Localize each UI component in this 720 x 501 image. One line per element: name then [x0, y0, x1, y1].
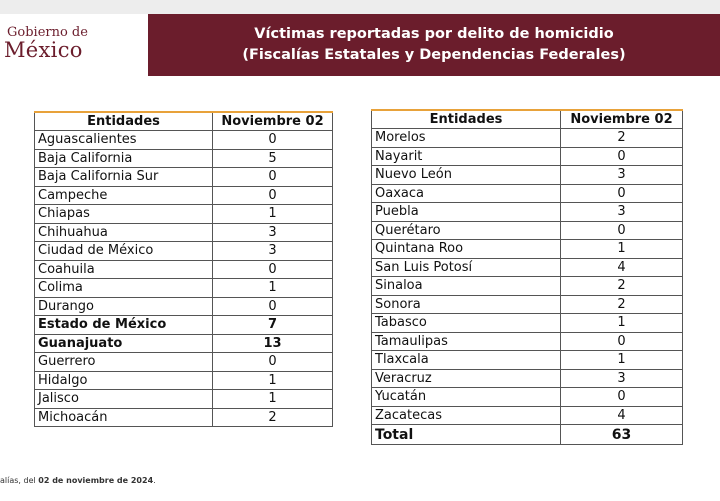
logo-top-text: Gobierno de: [7, 25, 88, 40]
table-left: [34, 111, 333, 427]
entity-name-cell: Puebla: [372, 203, 561, 222]
victim-count-cell: 3: [561, 166, 683, 185]
column-header-date: Noviembre 02: [213, 112, 333, 131]
government-logo: [0, 14, 148, 76]
entity-name-cell: Tabasco: [372, 314, 561, 333]
entity-name-cell: Coahuila: [35, 260, 213, 279]
footer-prefix: alías, del: [0, 476, 39, 485]
table-row: [35, 260, 333, 279]
table-row: [372, 388, 683, 407]
entity-name-cell: Morelos: [372, 129, 561, 148]
table-row: [35, 131, 333, 150]
table-row: [372, 314, 683, 333]
victim-count-cell: 4: [561, 406, 683, 425]
victim-count-cell: 3: [561, 369, 683, 388]
table-row: [372, 406, 683, 425]
table-row: [35, 186, 333, 205]
entity-name-cell: Tamaulipas: [372, 332, 561, 351]
victim-count-cell: 2: [561, 295, 683, 314]
victim-count-cell: 0: [213, 353, 333, 372]
logo-main-text: México: [4, 38, 83, 62]
table-row: [35, 316, 333, 335]
table-row: [372, 258, 683, 277]
entity-name-cell: Aguascalientes: [35, 131, 213, 150]
table-header-row: [372, 110, 683, 129]
entity-name-cell: Baja California: [35, 149, 213, 168]
page-header: [0, 14, 720, 76]
table-row: [372, 332, 683, 351]
victim-count-cell: 5: [213, 149, 333, 168]
table-row: [35, 297, 333, 316]
title-banner: [148, 14, 720, 76]
top-strip: [0, 0, 720, 14]
entity-name-cell: Estado de México: [35, 316, 213, 335]
table-row: [372, 221, 683, 240]
table-row: [35, 408, 333, 427]
victim-count-cell: 7: [213, 316, 333, 335]
entity-name-cell: Sonora: [372, 295, 561, 314]
victim-count-cell: 2: [561, 129, 683, 148]
victim-count-cell: 0: [213, 168, 333, 187]
entity-name-cell: Nayarit: [372, 147, 561, 166]
entity-name-cell: Hidalgo: [35, 371, 213, 390]
column-header-entity: Entidades: [372, 110, 561, 129]
total-label: Total: [372, 425, 561, 445]
entity-name-cell: San Luis Potosí: [372, 258, 561, 277]
victim-count-cell: 0: [213, 297, 333, 316]
entity-name-cell: Ciudad de México: [35, 242, 213, 261]
footer-suffix: .: [153, 476, 156, 485]
entity-name-cell: Baja California Sur: [35, 168, 213, 187]
victim-count-cell: 0: [561, 388, 683, 407]
table-row: [35, 371, 333, 390]
table-row: [35, 279, 333, 298]
table-row: [372, 203, 683, 222]
entity-name-cell: Chiapas: [35, 205, 213, 224]
victim-count-cell: 2: [561, 277, 683, 296]
table-row: [372, 184, 683, 203]
victim-count-cell: 1: [561, 240, 683, 259]
table-row: [372, 295, 683, 314]
table-row: [372, 166, 683, 185]
victim-count-cell: 0: [213, 260, 333, 279]
entity-name-cell: Yucatán: [372, 388, 561, 407]
footer-note: [0, 476, 156, 485]
victim-count-cell: 1: [561, 314, 683, 333]
total-value: 63: [561, 425, 683, 445]
victim-count-cell: 1: [213, 279, 333, 298]
victim-count-cell: 3: [213, 223, 333, 242]
table-row: [35, 223, 333, 242]
entity-name-cell: Sinaloa: [372, 277, 561, 296]
table-right: [371, 109, 683, 445]
entity-name-cell: Querétaro: [372, 221, 561, 240]
column-header-entity: Entidades: [35, 112, 213, 131]
column-header-date: Noviembre 02: [561, 110, 683, 129]
table-row: [372, 147, 683, 166]
entity-name-cell: Durango: [35, 297, 213, 316]
table-row: [372, 351, 683, 370]
footer-date: 02 de noviembre de 2024: [38, 476, 154, 485]
entity-name-cell: Jalisco: [35, 390, 213, 409]
table-row: [35, 205, 333, 224]
table-row: [35, 168, 333, 187]
table-row: [35, 353, 333, 372]
victim-count-cell: 3: [561, 203, 683, 222]
entity-name-cell: Guanajuato: [35, 334, 213, 353]
table-row: [372, 277, 683, 296]
entity-name-cell: Oaxaca: [372, 184, 561, 203]
entity-name-cell: Veracruz: [372, 369, 561, 388]
table-row: [372, 240, 683, 259]
victim-count-cell: 0: [561, 184, 683, 203]
victim-count-cell: 1: [213, 205, 333, 224]
victim-count-cell: 0: [213, 131, 333, 150]
victim-count-cell: 1: [213, 390, 333, 409]
table-row: [35, 149, 333, 168]
table-row: [372, 129, 683, 148]
victim-count-cell: 1: [213, 371, 333, 390]
entity-name-cell: Zacatecas: [372, 406, 561, 425]
entity-name-cell: Guerrero: [35, 353, 213, 372]
title-line-2: (Fiscalías Estatales y Dependencias Federales): [242, 47, 626, 63]
entity-name-cell: Nuevo León: [372, 166, 561, 185]
victim-count-cell: 3: [213, 242, 333, 261]
title-line-1: Víctimas reportadas por delito de homicidio: [254, 26, 614, 42]
entity-name-cell: Quintana Roo: [372, 240, 561, 259]
table-row: [35, 390, 333, 409]
victim-count-cell: 0: [561, 147, 683, 166]
table-header-row: [35, 112, 333, 131]
victim-count-cell: 0: [561, 332, 683, 351]
entity-name-cell: Tlaxcala: [372, 351, 561, 370]
table-row: [35, 334, 333, 353]
entity-name-cell: Michoacán: [35, 408, 213, 427]
entity-name-cell: Colima: [35, 279, 213, 298]
victim-count-cell: 4: [561, 258, 683, 277]
victim-count-cell: 0: [561, 221, 683, 240]
table-row: [35, 242, 333, 261]
total-row: [372, 425, 683, 445]
victim-count-cell: 1: [561, 351, 683, 370]
entity-name-cell: Chihuahua: [35, 223, 213, 242]
victim-count-cell: 0: [213, 186, 333, 205]
victim-count-cell: 2: [213, 408, 333, 427]
victim-count-cell: 13: [213, 334, 333, 353]
entity-name-cell: Campeche: [35, 186, 213, 205]
table-row: [372, 369, 683, 388]
